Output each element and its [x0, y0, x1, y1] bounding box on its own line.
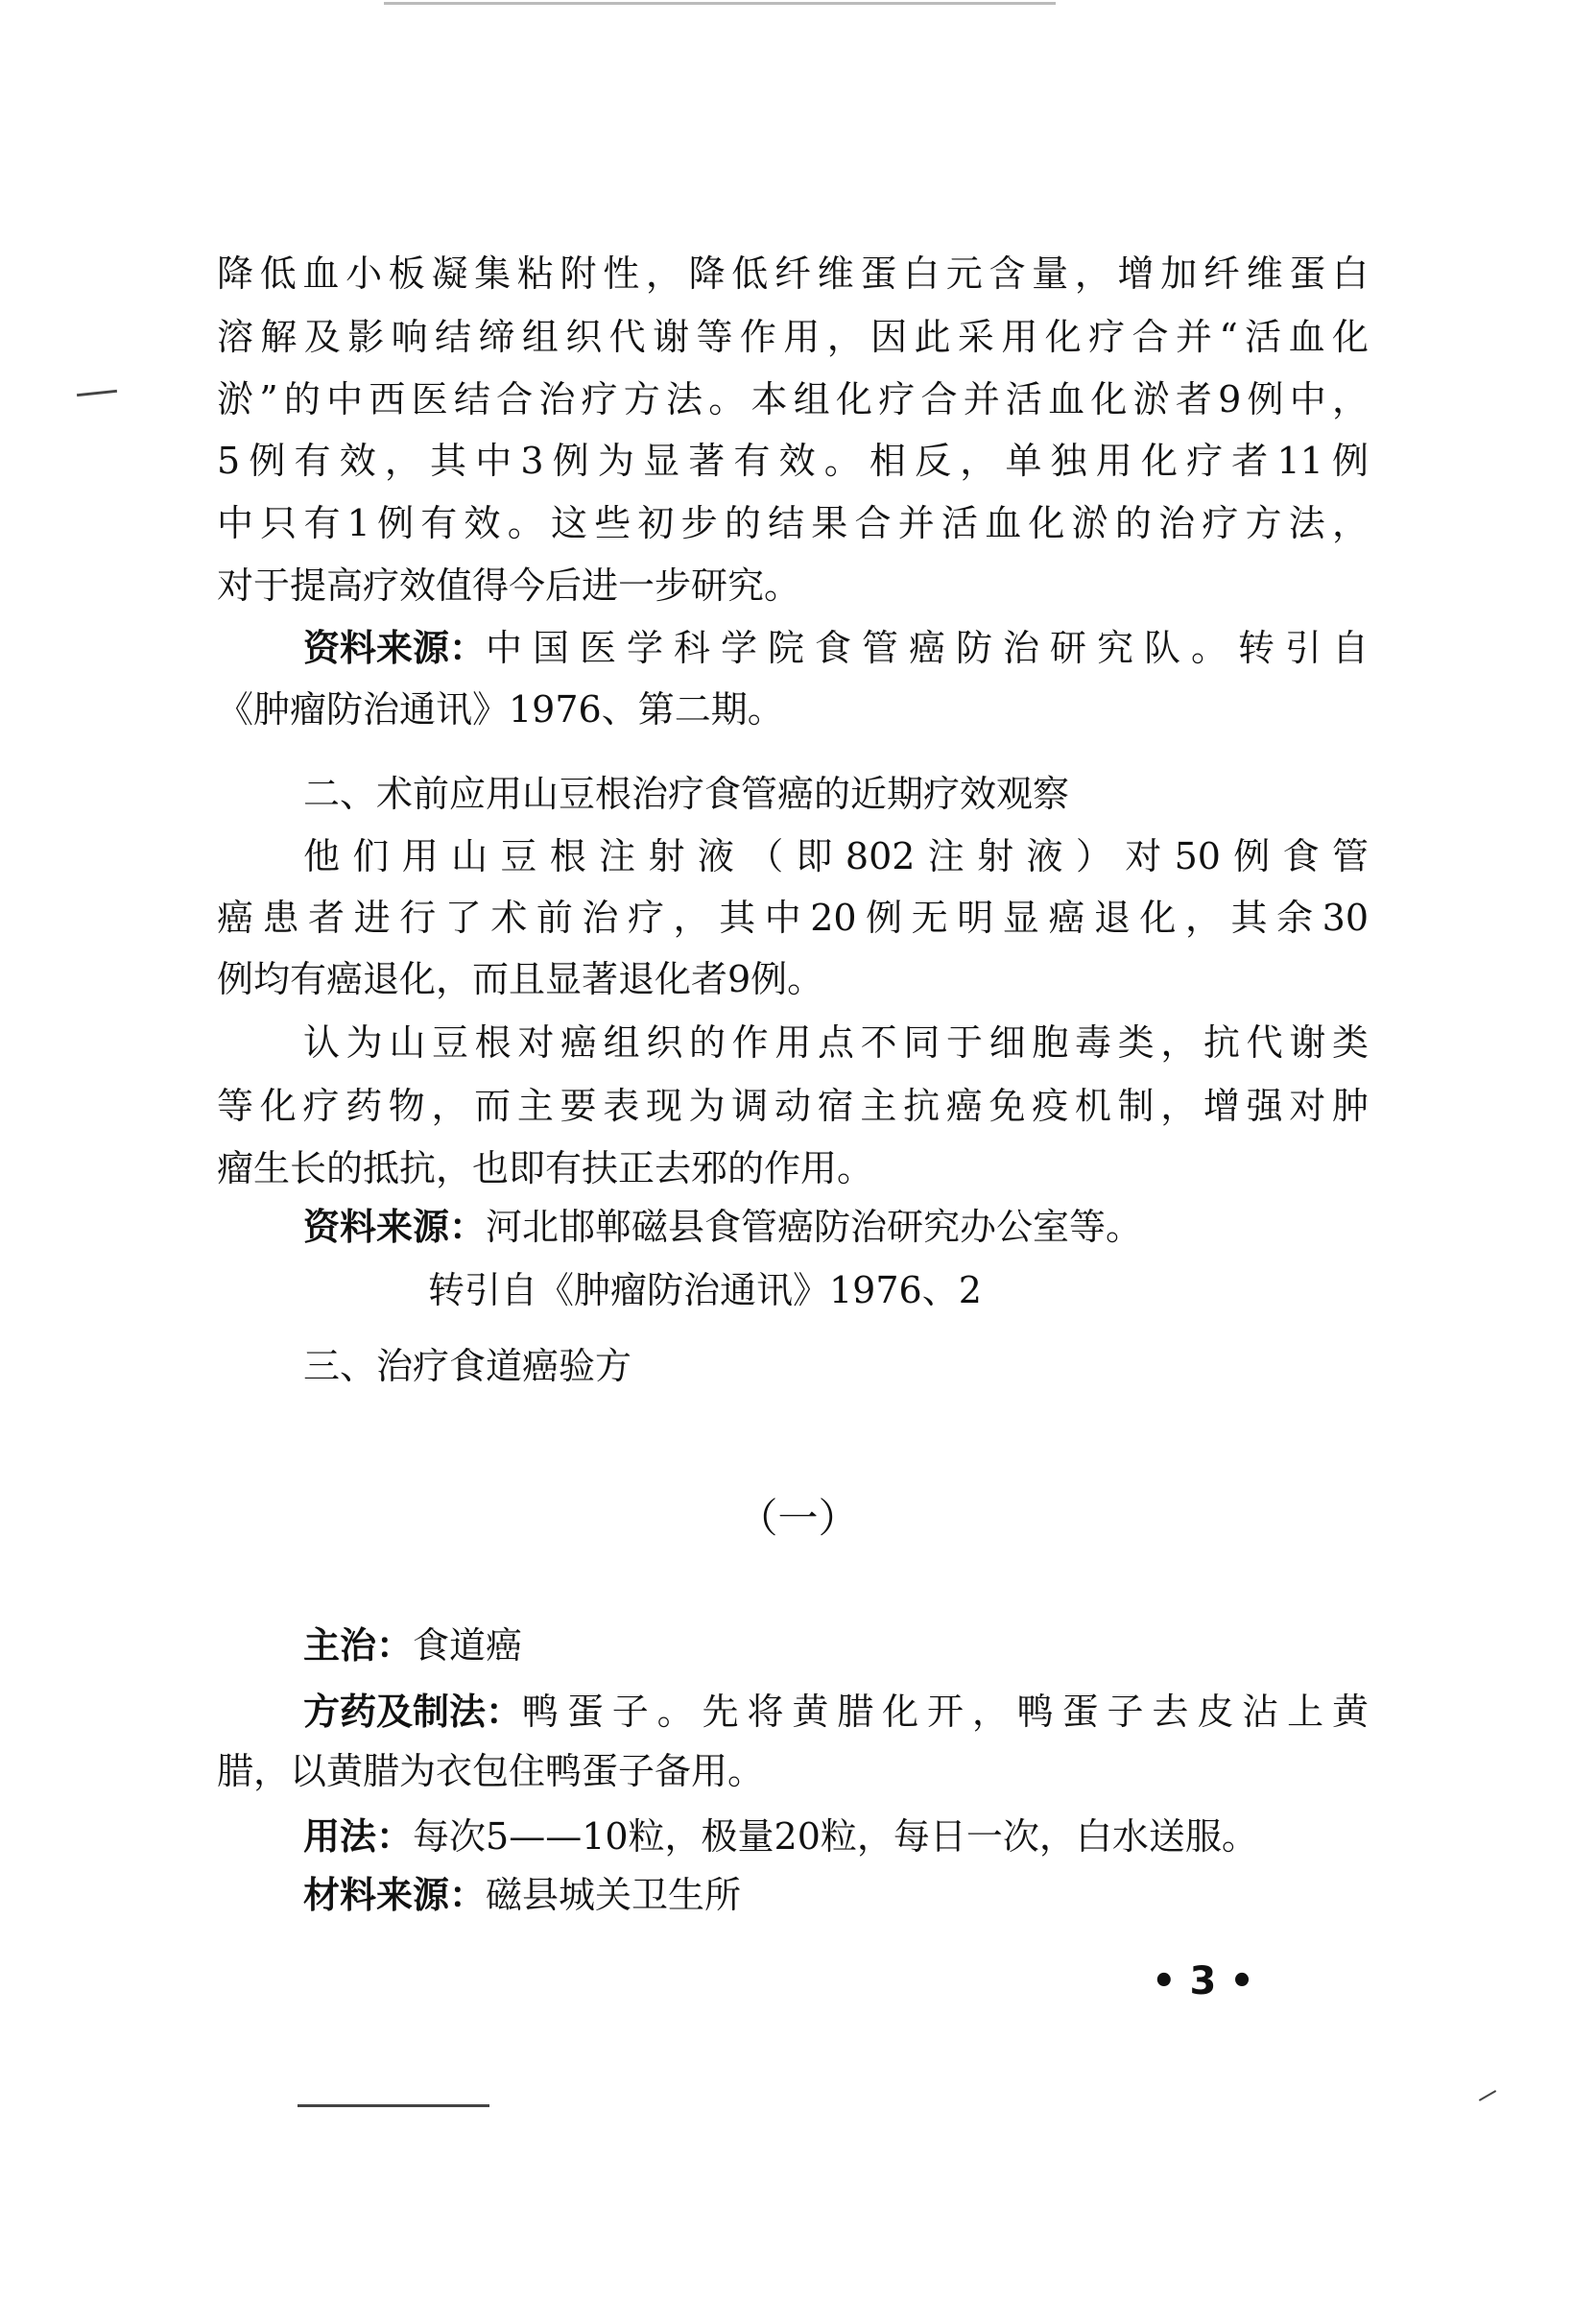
text-line: 溶解及影响结缔组织代谢等作用，因此采用化疗合并“活血化 [217, 316, 1369, 358]
source-line [303, 1203, 1369, 1251]
indication-text: 食道癌 [413, 1624, 523, 1667]
text-line: 例均有癌退化，而且显著退化者9例。 [217, 958, 824, 1000]
section-heading: 三、治疗食道癌验方 [303, 1345, 632, 1387]
indication-label: 主治： [303, 1624, 414, 1667]
source-line [303, 1871, 1369, 1919]
text-line: 5例有效，其中3例为显著有效。相反，单独用化疗者11例 [217, 440, 1369, 482]
text-line: 对于提高疗效值得今后进一步研究。 [217, 564, 801, 607]
subheading: （一） [737, 1495, 859, 1542]
source-line [303, 624, 1369, 672]
recipe-text: 鸭蛋子。先将黄腊化开，鸭蛋子去皮沾上黄 [522, 1691, 1369, 1733]
recipe-line [303, 1688, 1369, 1736]
section-heading: 二、术前应用山豆根治疗食管癌的近期疗效观察 [303, 773, 1070, 815]
source-text: 河北邯郸磁县食管癌防治研究办公室等。 [486, 1206, 1143, 1248]
source-text: 磁县城关卫生所 [486, 1874, 742, 1916]
text-line: 淤”的中西医结合治疗方法。本组化疗合并活血化淤者9例中， [217, 378, 1369, 420]
citation: 转引自《肿瘤防治通讯》1976、2 [428, 1269, 982, 1311]
usage-text: 每次5——10粒，极量20粒，每日一次，白水送服。 [413, 1815, 1258, 1858]
source-label: 资料来源： [303, 627, 487, 669]
recipe-text-cont: 腊，以黄腊为衣包住鸭蛋子备用。 [217, 1750, 765, 1792]
text-line: 瘤生长的抵抗，也即有扶正去邪的作用。 [217, 1147, 874, 1189]
source-label: 资料来源： [303, 1206, 487, 1248]
scan-artifact-top [384, 2, 1056, 5]
text-line: 等化疗药物，而主要表现为调动宿主抗癌免疫机制，增强对肿 [217, 1085, 1369, 1127]
scan-artifact-left [77, 390, 117, 396]
text-line: 他们用山豆根注射液（即802注射液）对50例食管 [303, 835, 1369, 877]
scan-artifact-bottom [298, 2104, 489, 2107]
text-line: 认为山豆根对癌组织的作用点不同于细胞毒类，抗代谢类 [303, 1021, 1369, 1064]
text-line: 降低血小板凝集粘附性，降低纤维蛋白元含量，增加纤维蛋白 [217, 252, 1369, 295]
citation: 《肿瘤防治通讯》1976、第二期。 [217, 688, 784, 731]
recipe-label: 方药及制法： [303, 1691, 523, 1733]
usage-line [303, 1812, 1369, 1860]
page-number: • 3 • [1152, 1959, 1254, 2003]
text-line: 中只有1例有效。这些初步的结果合并活血化淤的治疗方法， [217, 502, 1369, 544]
indication-line [303, 1621, 1369, 1669]
source-label: 材料来源： [303, 1874, 487, 1916]
source-text: 中国医学科学院食管癌防治研究队。转引自 [486, 627, 1369, 669]
scan-artifact-corner [1479, 2090, 1496, 2101]
text-line: 癌患者进行了术前治疗，其中20例无明显癌退化，其余30 [217, 897, 1369, 939]
usage-label: 用法： [303, 1815, 414, 1858]
